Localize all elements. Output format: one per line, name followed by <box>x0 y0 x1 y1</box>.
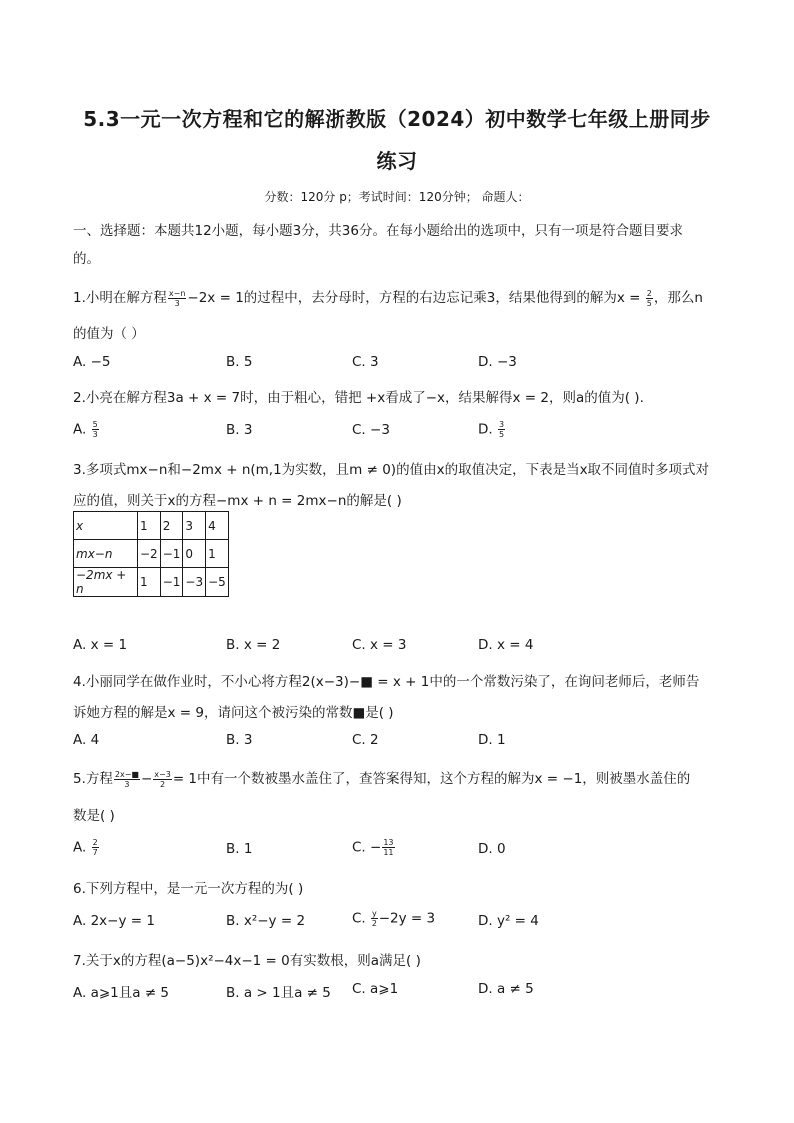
table-cell: −1 <box>160 568 183 597</box>
q5-fraction-1: $\frac{2x-■}{3}$ <box>114 769 139 789</box>
question-3-continued: 应的值，则关于x的方程−mx + n = 2mx−n的解是( ) <box>73 493 402 509</box>
q1-option-c[interactable]: C. 3 <box>352 354 379 370</box>
question-4-continued: 诉她方程的解是x = 9，请问这个被污染的常数■是( ) <box>73 705 394 721</box>
table-cell: 1 <box>206 540 229 568</box>
q5-fraction-2: $\frac{x-3}{2}$ <box>154 769 171 789</box>
q7-option-d[interactable]: D. a ≠ 5 <box>478 981 534 997</box>
q4-option-c[interactable]: C. 2 <box>352 732 379 748</box>
table-row <box>74 512 229 540</box>
question-5: 5.方程 $\frac{2x-■}{3}$ − $\frac{x-3}{2}$ = 1中有一个数被墨水盖住了，查答案得知，这个方程的解为x = −1，则被墨水盖住的 <box>73 769 691 789</box>
page-title: 5.3一元一次方程和它的解浙教版（2024）初中数学七年级上册同步 <box>83 107 711 131</box>
question-1-continued: 的值为（ ） <box>73 326 145 342</box>
section-heading-continued: 的。 <box>73 251 100 267</box>
q4-option-a[interactable]: A. 4 <box>73 732 100 748</box>
q3-option-b[interactable]: B. x = 2 <box>226 637 281 653</box>
values-table <box>73 511 229 597</box>
question-6: 6.下列方程中，是一元一次方程的为( ) <box>73 881 304 897</box>
q1-option-a[interactable]: A. −5 <box>73 354 111 370</box>
q5-option-a[interactable]: A. $\frac{2}{7}$ <box>73 838 98 857</box>
question-5-continued: 数是( ) <box>73 808 115 824</box>
q6-option-c[interactable]: C. $\frac{y}{2}$ −2y = 3 <box>352 909 436 928</box>
q1-solution-fraction: $\frac{2}{5}$ <box>646 288 652 308</box>
table-cell: 0 <box>183 540 206 568</box>
question-1 <box>73 286 703 308</box>
table-cell: 1 <box>138 568 161 597</box>
q6-option-b[interactable]: B. x²−y = 2 <box>226 913 306 929</box>
question-7: 7.关于x的方程(a−5)x²−4x−1 = 0有实数根，则a满足( ) <box>73 953 421 969</box>
q1-option-b[interactable]: B. 5 <box>226 354 253 370</box>
q2-option-a[interactable]: A. $\frac{5}{3}$ <box>73 420 98 439</box>
q5-option-b[interactable]: B. 1 <box>226 841 253 857</box>
q6-option-d[interactable]: D. y² = 4 <box>478 913 539 929</box>
q7-option-a[interactable]: A. a⩾1且a ≠ 5 <box>73 985 170 1001</box>
page-title-continued: 练习 <box>376 149 418 173</box>
q1-option-d[interactable]: D. −3 <box>478 354 517 370</box>
exam-meta: 分数：120分 p；考试时间：120分钟； 命题人： <box>264 190 530 204</box>
q3-option-c[interactable]: C. x = 3 <box>352 637 407 653</box>
question-3: 3.多项式mx−n和−2mx + n(m,1为实数，且m ≠ 0)的值由x的取值决定，下表是当x取不同值时多项式对 <box>73 462 710 478</box>
table-cell: −5 <box>206 568 229 597</box>
q1-text-end: ，那么n <box>653 290 703 306</box>
q7-option-b[interactable]: B. a > 1且a ≠ 5 <box>226 985 331 1001</box>
question-4: 4.小丽同学在做作业时，不小心将方程2(x−3)−■ = x + 1中的一个常数污染了，在询问老师后，老师告 <box>73 674 700 690</box>
table-cell: −3 <box>183 568 206 597</box>
q5-option-c[interactable]: C. − $\frac{13}{11}$ <box>352 838 394 857</box>
q1-text: 1.小明在解方程 <box>73 290 167 306</box>
table-cell: 2 <box>160 512 183 540</box>
table-cell: mx−n <box>74 540 138 568</box>
table-cell: 4 <box>206 512 229 540</box>
table-cell: x <box>74 512 138 540</box>
q7-option-c[interactable]: C. a⩾1 <box>352 981 399 997</box>
q5-option-d[interactable]: D. 0 <box>478 841 506 857</box>
table-cell: −2mx + n <box>74 568 138 597</box>
table-row <box>74 568 229 597</box>
section-heading: 一、选择题：本题共12小题，每小题3分，共36分。在每小题给出的选项中，只有一项是符合题目要求 <box>73 223 683 239</box>
q4-option-d[interactable]: D. 1 <box>478 732 506 748</box>
q2-option-c[interactable]: C. −3 <box>352 422 390 438</box>
table-cell: −1 <box>160 540 183 568</box>
table-cell: 1 <box>138 512 161 540</box>
q4-option-b[interactable]: B. 3 <box>226 732 253 748</box>
table-row <box>74 540 229 568</box>
table-cell: 3 <box>183 512 206 540</box>
q3-option-a[interactable]: A. x = 1 <box>73 637 128 653</box>
q3-option-d[interactable]: D. x = 4 <box>478 637 534 653</box>
table-cell: −2 <box>138 540 161 568</box>
q1-fraction: $\frac{x-n}{3}$ <box>168 288 186 308</box>
q2-option-d[interactable]: D. $\frac{3}{5}$ <box>478 420 505 439</box>
question-2: 2.小亮在解方程3a + x = 7时，由于粗心，错把 +x看成了−x，结果解得x = 2，则a的值为( ). <box>73 390 644 406</box>
q2-option-b[interactable]: B. 3 <box>226 422 253 438</box>
q6-option-a[interactable]: A. 2x−y = 1 <box>73 913 155 929</box>
q1-text-mid: −2x = 1的过程中，去分母时，方程的右边忘记乘3，结果他得到的解为x = <box>187 290 645 306</box>
